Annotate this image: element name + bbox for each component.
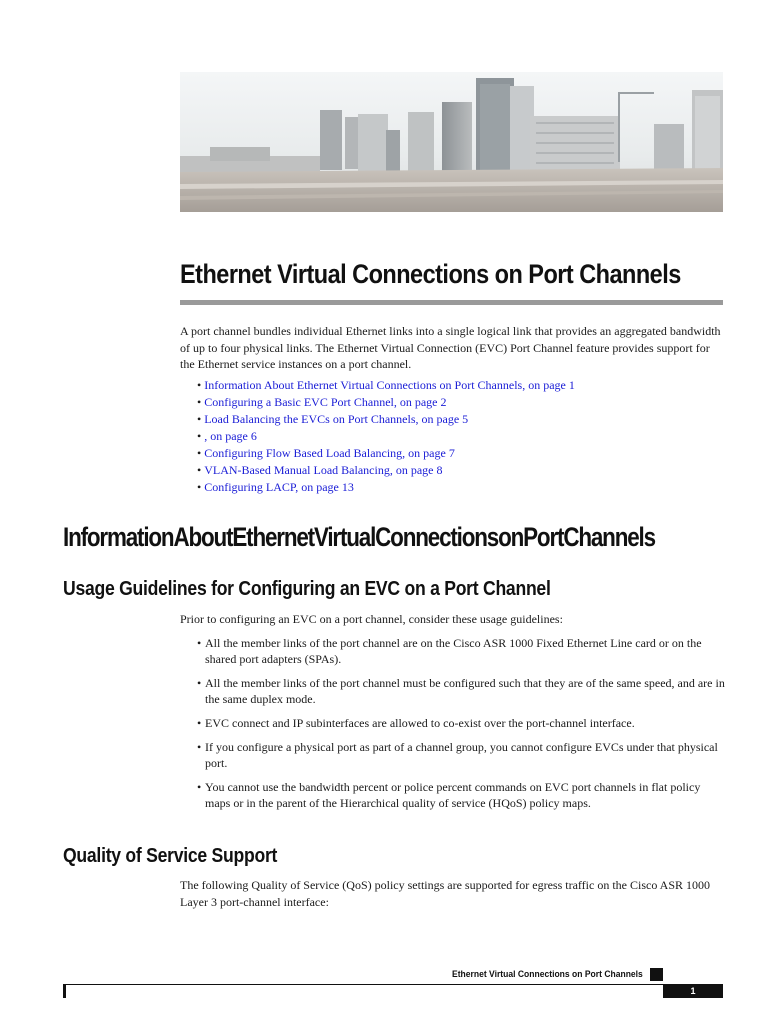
bullet: • [197,378,202,392]
bullet: • [197,412,202,426]
footer-left-marker [63,984,66,998]
toc-link[interactable]: Configuring Flow Based Load Balancing, on page 7 [204,446,455,460]
toc-list [197,377,575,496]
bullet: • [197,480,202,494]
footer-title: Ethernet Virtual Connections on Port Channels [452,969,643,980]
toc-item [197,428,575,445]
list-item: • All the member links of the port channel are on the Cisco ASR 1000 Fixed Ethernet Line card or on the shared port adapters (SPAs). [197,635,725,668]
usage-guidelines-heading: Usage Guidelines for Configuring an EVC on a Port Channel [63,578,551,600]
city-skyline-image [180,72,723,212]
toc-link[interactable]: , on page 6 [204,429,257,443]
toc-link[interactable]: VLAN-Based Manual Load Balancing, on page 8 [204,463,443,477]
toc-link[interactable]: Configuring a Basic EVC Port Channel, on page 2 [204,395,447,409]
toc-link[interactable]: Load Balancing the EVCs on Port Channels, on page 5 [204,412,469,426]
toc-link[interactable]: Configuring LACP, on page 13 [204,480,354,494]
toc-item [197,462,575,479]
bullet: • [197,429,202,443]
list-item: • If you configure a physical port as part of a channel group, you cannot configure EVCs under that physical port. [197,739,725,772]
title-rule [180,300,723,305]
intro-paragraph: A port channel bundles individual Ethernet links into a single logical link that provides an aggregated bandwidth of up to four physical links. The Ethernet Virtual Connection (EVC) Port Channel feature provides support for the Ethernet service instances on a port channel. [180,324,721,371]
footer-rule [63,984,663,985]
usage-lead-paragraph: Prior to configuring an EVC on a port channel, consider these usage guidelines: [180,612,563,626]
qos-lead-paragraph: The following Quality of Service (QoS) policy settings are supported for egress traffic on the Cisco ASR 1000 Layer 3 port-channel interface: [180,878,711,909]
section-title: InformationAboutEthernetVirtualConnectionsonPortChannels [63,522,655,552]
list-item: • All the member links of the port channel must be configured such that they are of the same speed, and are in the same duplex mode. [197,675,725,708]
bullet: • [197,395,202,409]
footer-marker [650,968,663,981]
page-title: Ethernet Virtual Connections on Port Channels [180,259,681,289]
list-item: • EVC connect and IP subinterfaces are allowed to co-exist over the port-channel interface. [197,715,725,731]
toc-item [197,411,575,428]
qos-support-heading: Quality of Service Support [63,845,278,867]
toc-item [197,445,575,462]
list-item: • You cannot use the bandwidth percent or police percent commands on EVC port channels in flat policy maps or in the parent of the Hierarchical quality of service (HQoS) policy maps. [197,779,725,812]
usage-guidelines-list [197,635,725,819]
toc-item [197,479,575,496]
toc-item [197,377,575,394]
page-number: 1 [663,984,723,998]
header-banner-image [180,72,723,212]
bullet: • [197,463,202,477]
bullet: • [197,446,202,460]
toc-item [197,394,575,411]
toc-link[interactable]: Information About Ethernet Virtual Connections on Port Channels, on page 1 [204,378,575,392]
